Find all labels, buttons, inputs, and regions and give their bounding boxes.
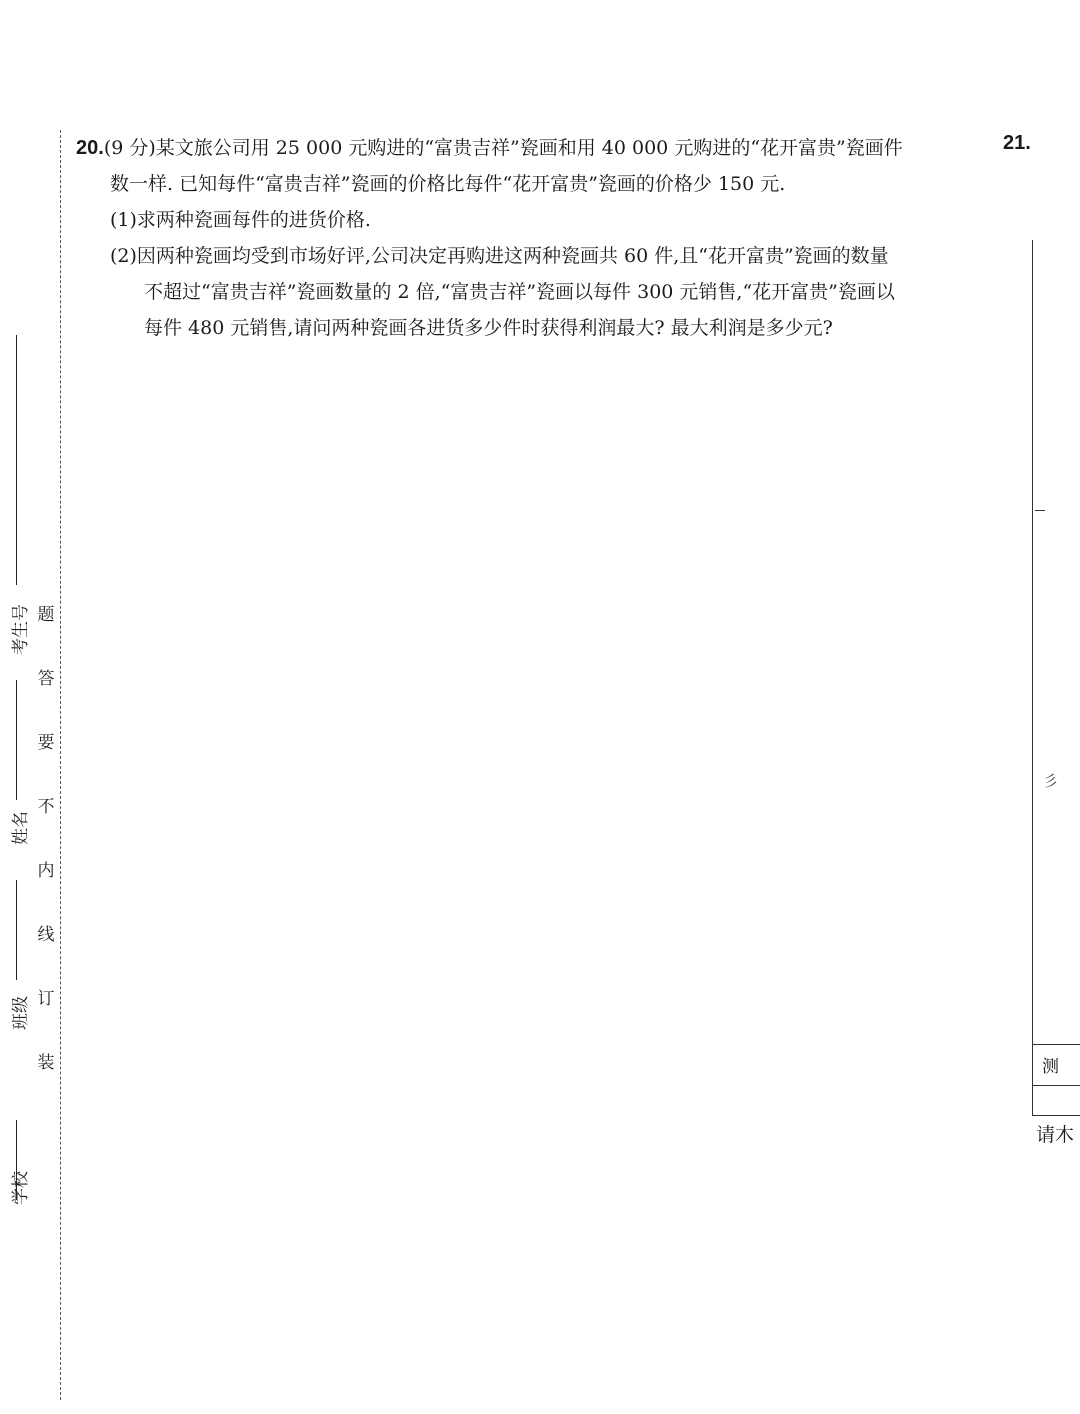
class-label: 班级 bbox=[11, 996, 31, 1030]
school-label: 学校 bbox=[11, 1171, 31, 1205]
right-bottom-text: 请木 bbox=[1036, 1124, 1075, 1146]
seal-char: 线 bbox=[37, 925, 55, 945]
next-question-number: 21. bbox=[1003, 132, 1031, 154]
class-underline bbox=[16, 880, 17, 980]
answer-box-partial bbox=[1032, 240, 1080, 1116]
name-underline bbox=[16, 680, 17, 800]
exam-number-label: 考生号 bbox=[11, 604, 31, 655]
question-line bbox=[76, 130, 976, 166]
answer-box-tick bbox=[1035, 510, 1045, 511]
exam-number-underline bbox=[16, 335, 17, 585]
seal-char: 答 bbox=[37, 669, 55, 689]
name-label: 姓名 bbox=[11, 811, 31, 845]
sub-question-2-cont: 每件 480 元销售,请问两种瓷画各进货多少件时获得利润最大? 最大利润是多少元? bbox=[144, 317, 833, 339]
right-cell-text: 测 bbox=[1042, 1057, 1059, 1077]
seal-char: 装 bbox=[37, 1053, 55, 1073]
question-number: 20. bbox=[76, 137, 104, 159]
seal-char: 题 bbox=[37, 605, 55, 625]
sub-question-2-cont: 不超过“富贵吉祥”瓷画数量的 2 倍,“富贵吉祥”瓷画以每件 300 元销售,“花开富贵”瓷画以 bbox=[144, 281, 895, 303]
sub-question-2: (2)因两种瓷画均受到市场好评,公司决定再购进这两种瓷画共 60 件,且“花开富贵”瓷画的数量 bbox=[110, 245, 889, 267]
question-text: (9 分)某文旅公司用 25 000 元购进的“富贵吉祥”瓷画和用 40 000 元购进的“花开富贵”瓷画件 bbox=[103, 137, 903, 159]
question-20 bbox=[76, 130, 976, 346]
binding-dashed-line bbox=[60, 130, 61, 1400]
seal-char: 要 bbox=[37, 733, 55, 753]
right-small-mark: 彡 bbox=[1043, 772, 1059, 790]
seal-char: 不 bbox=[37, 797, 55, 817]
sub-question-1: (1)求两种瓷画每件的进货价格. bbox=[110, 209, 371, 231]
seal-char: 订 bbox=[37, 989, 55, 1009]
seal-line-notice bbox=[36, 605, 56, 1117]
question-line: 数一样. 已知每件“富贵吉祥”瓷画的价格比每件“花开富贵”瓷画的价格少 150 元. bbox=[110, 173, 786, 195]
seal-char: 内 bbox=[37, 861, 55, 881]
school-underline bbox=[16, 1120, 17, 1200]
